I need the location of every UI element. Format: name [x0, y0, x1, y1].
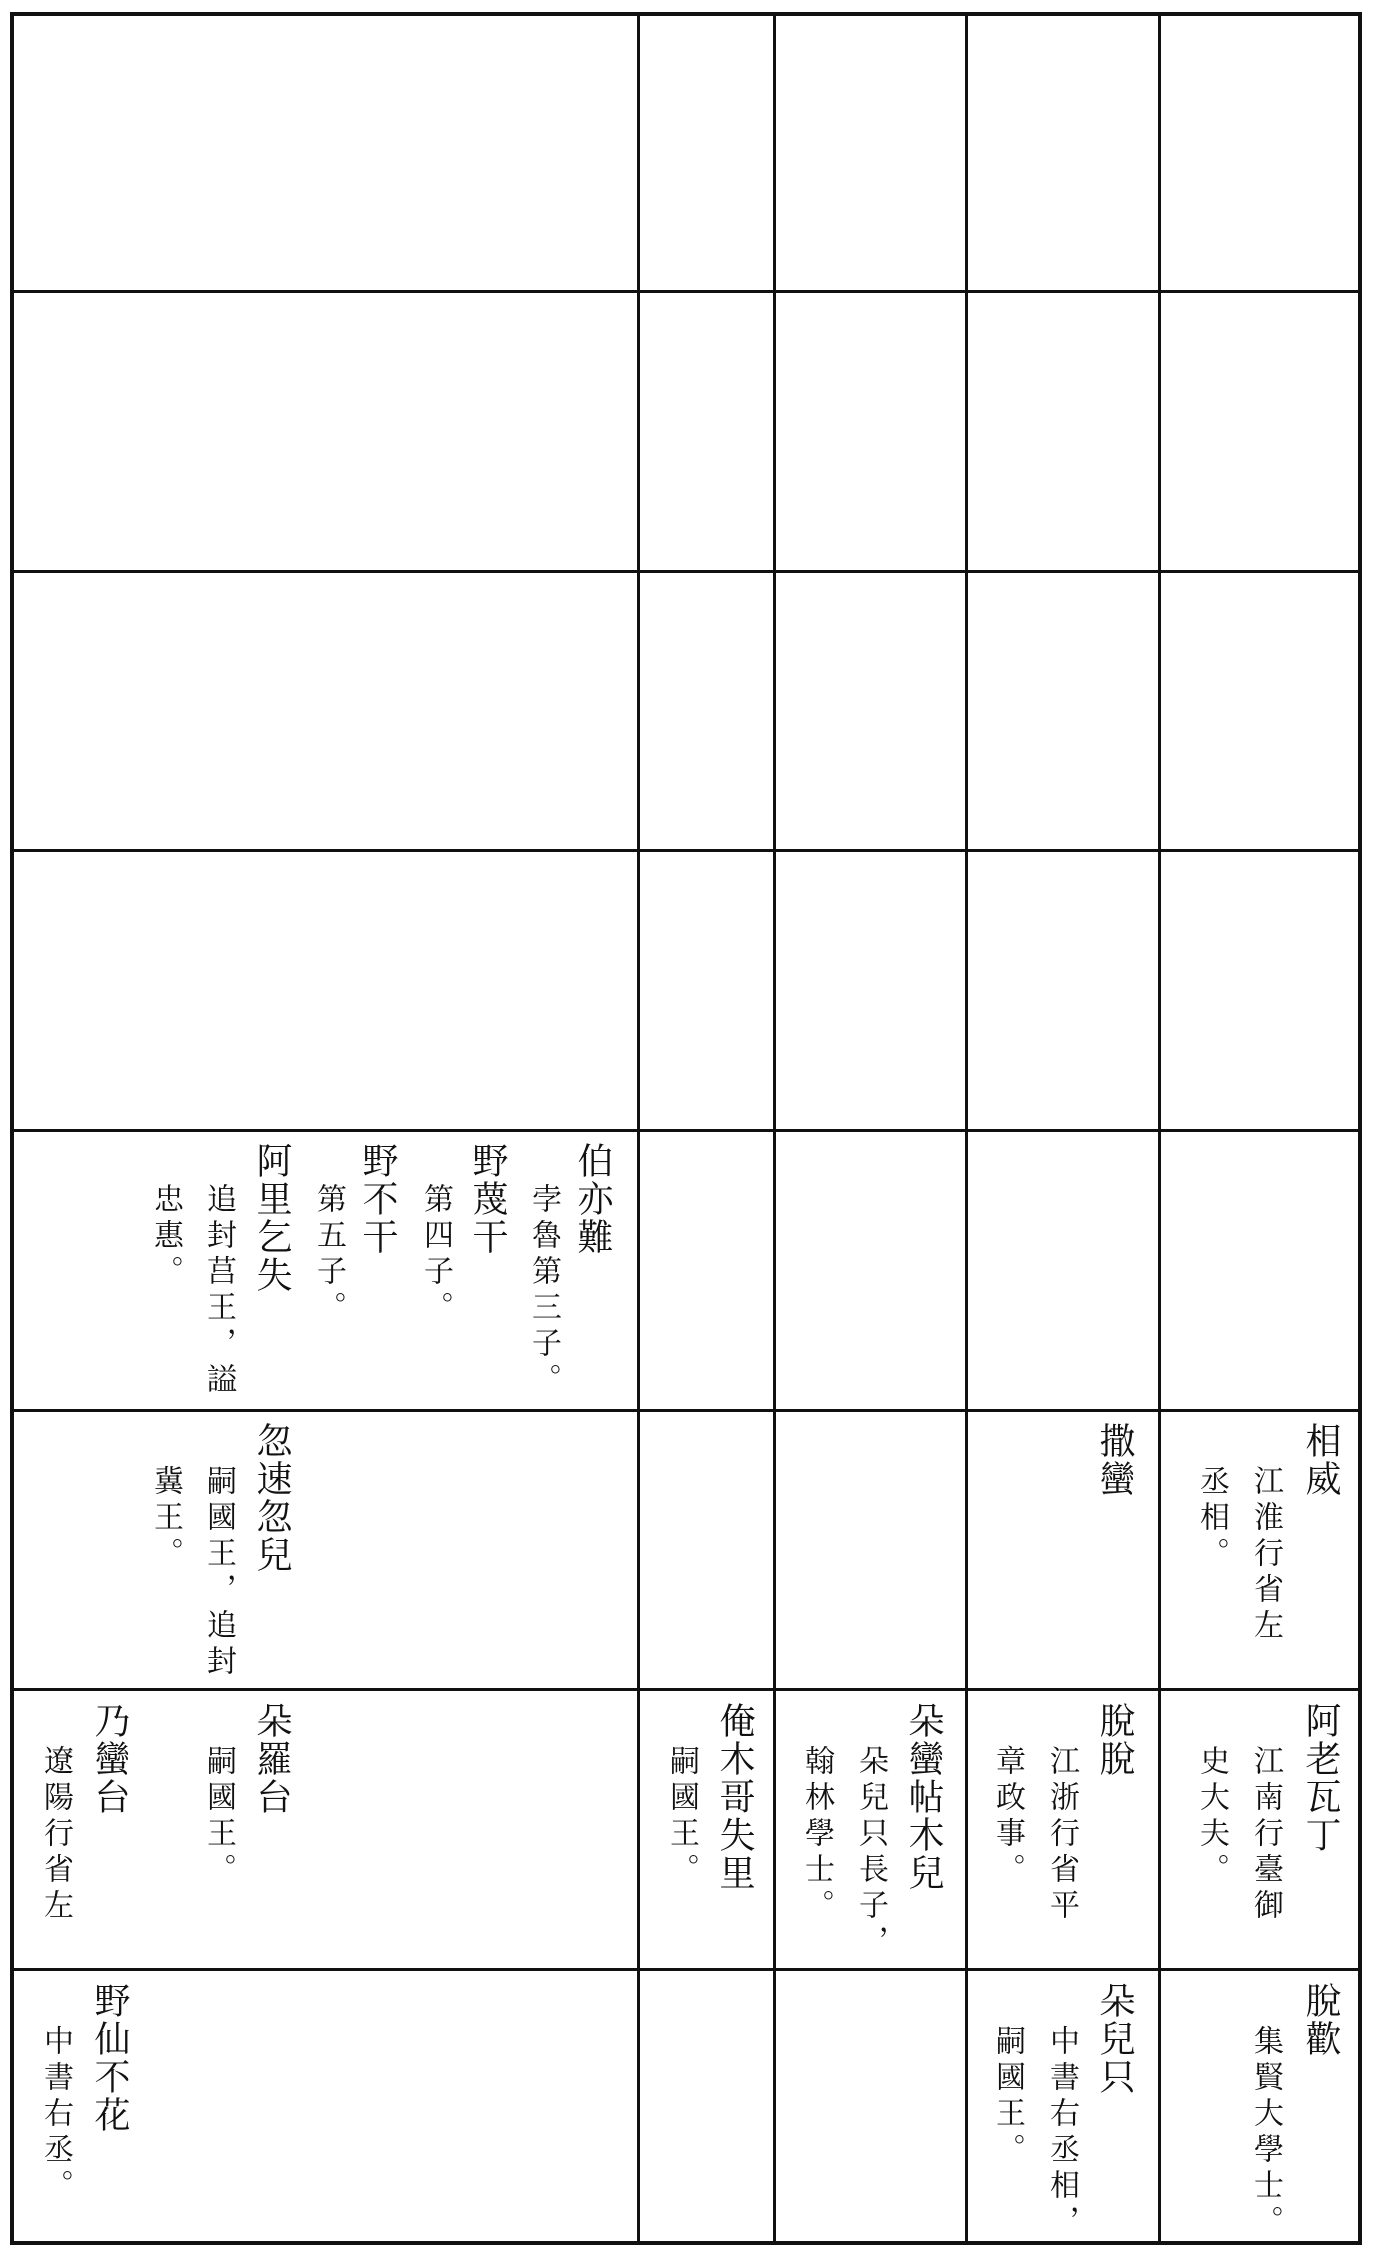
entry-name: 野不干	[357, 1142, 398, 1256]
entry-name: 俺木哥失里	[714, 1702, 755, 1892]
entry-note: 中書右丞相，	[1044, 2025, 1079, 2241]
entry-name: 脫脫	[1094, 1702, 1135, 1778]
row-divider	[10, 1688, 1362, 1691]
entry-note: 史大夫。	[1194, 1745, 1229, 1889]
entry-note: 江浙行省平	[1044, 1745, 1079, 1925]
entry-name: 朵兒只	[1094, 1982, 1135, 2096]
entry-note: 章政事。	[990, 1745, 1025, 1889]
entry-name: 朵羅台	[251, 1702, 292, 1816]
entry-name: 野蔑干	[467, 1142, 508, 1256]
entry-note: 忠惠。	[148, 1183, 183, 1291]
entry-note: 朵兒只長子，	[853, 1745, 888, 1961]
entry-note: 嗣國王。	[990, 2025, 1025, 2169]
entry-note: 追封莒王，謚	[201, 1183, 236, 1399]
entry-note: 集賢大學士。	[1248, 2025, 1283, 2241]
entry-name: 乃蠻台	[89, 1702, 130, 1816]
entry-note: 丞相。	[1194, 1465, 1229, 1573]
entry-name: 伯亦難	[572, 1142, 613, 1256]
entry-note: 冀王。	[148, 1465, 183, 1573]
row-divider	[10, 1968, 1362, 1971]
entry-name: 阿老瓦丁	[1300, 1702, 1341, 1854]
entry-name: 相威	[1300, 1422, 1341, 1498]
row-divider	[10, 1409, 1362, 1412]
row-divider	[10, 290, 1362, 293]
row-divider	[10, 849, 1362, 852]
row-divider	[10, 570, 1362, 573]
entry-note: 第五子。	[311, 1183, 346, 1327]
entry-name: 忽速忽兒	[251, 1422, 292, 1574]
entry-note: 翰林學士。	[799, 1745, 834, 1925]
entry-note: 嗣國王。	[201, 1745, 236, 1889]
entry-note: 江南行臺御	[1248, 1745, 1283, 1925]
entry-note: 江淮行省左	[1248, 1465, 1283, 1645]
entry-note: 遼陽行省左	[38, 1745, 73, 1925]
entry-name: 野仙不花	[89, 1982, 130, 2134]
entry-name: 阿里乞失	[251, 1142, 292, 1294]
entry-note: 孛魯第三子。	[526, 1183, 561, 1399]
entry-note: 嗣國王。	[664, 1745, 699, 1889]
entry-name: 朵蠻帖木兒	[903, 1702, 944, 1892]
entry-name: 撒蠻	[1094, 1422, 1135, 1498]
row-divider	[10, 1129, 1362, 1132]
entry-note: 第四子。	[418, 1183, 453, 1327]
entry-note: 嗣國王，追封	[201, 1465, 236, 1681]
entry-note: 中書右丞。	[38, 2025, 73, 2205]
entry-name: 脫歡	[1300, 1982, 1341, 2058]
